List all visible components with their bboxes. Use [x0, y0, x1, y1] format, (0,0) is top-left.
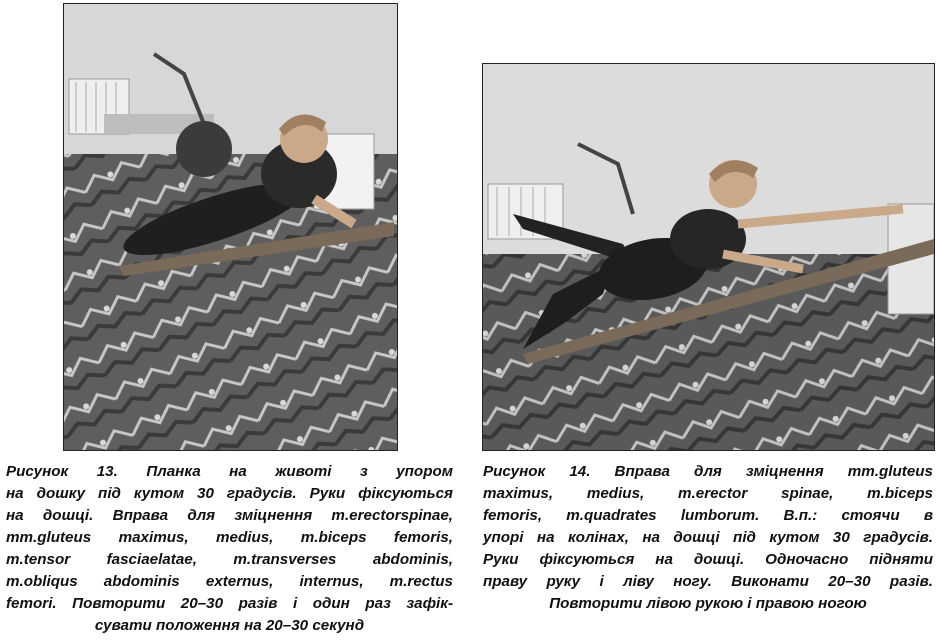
caption-13-line: m.obliqus abdominis externus, internus, m.rectus: [6, 573, 453, 590]
exercise-photo-13: [63, 3, 398, 451]
caption-13-line: на дошці. Вправа для зміцнення m.erectorspinae,: [6, 507, 453, 524]
photo-13-illustration: [64, 4, 397, 450]
caption-14-line: femoris, m.quadrates lumborum. В.п.: стоячи в: [483, 507, 933, 524]
caption-14-line: Повторити лівою рукою і правою ногою: [549, 595, 867, 612]
caption-14-line: упорі на колінах, на дошці під кутом 30 градусів.: [483, 529, 933, 546]
caption-14-line: Руки фіксуються на дошці. Одночасно підняти: [483, 551, 933, 568]
figure-14-caption: [483, 461, 933, 615]
caption-13-line: Рисунок 13. Планка на животі з упором: [6, 463, 453, 480]
caption-13-line: femori. Повторити 20–30 разів і один раз зафік-: [6, 595, 453, 612]
caption-14-line: Рисунок 14. Вправа для зміцнення mm.gluteus: [483, 463, 933, 480]
caption-13-line: сувати положення на 20–30 секунд: [94, 617, 365, 634]
exercise-photo-14: [482, 63, 935, 451]
photo-14-illustration: [483, 64, 934, 450]
figure-13-caption: [6, 461, 453, 637]
caption-14-line: праву руку і ліву ногу. Виконати 20–30 разів.: [483, 573, 933, 590]
caption-13-line: mm.gluteus maximus, medius, m.biceps femoris,: [6, 529, 453, 546]
caption-14-line: maximus, medius, m.erector spinae, m.biceps: [483, 485, 933, 502]
caption-13-line: m.tensor fasciaelatae, m.transverses abdominis,: [6, 551, 453, 568]
caption-13-line: на дошку під кутом 30 градусів. Руки фіксуються: [6, 485, 453, 502]
